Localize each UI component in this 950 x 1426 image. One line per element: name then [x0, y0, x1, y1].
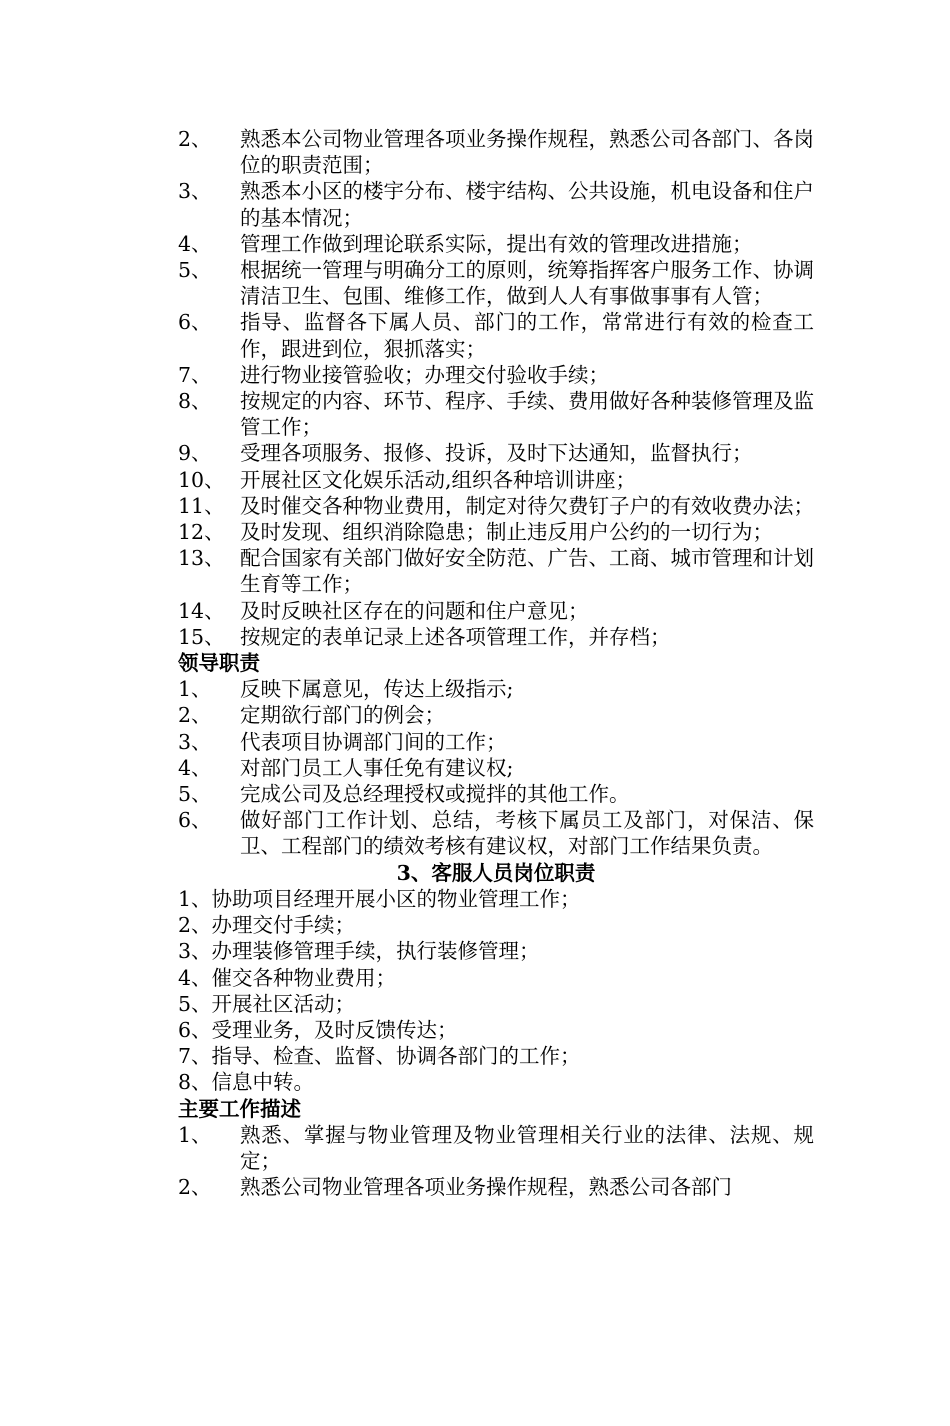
- item-text: 定期欲行部门的例会；: [240, 703, 445, 728]
- item-text: 指导、监督各下属人员、部门的工作，常常进行有效的检查工作，跟进到位，狠抓落实；: [240, 310, 814, 361]
- list-item: [178, 702, 814, 728]
- item-number: 14、: [178, 598, 225, 623]
- list-line: 6、受理业务，及时反馈传达；: [178, 1017, 458, 1042]
- list-line: 7、指导、检查、监督、协调各部门的工作；: [178, 1044, 581, 1069]
- item-number: 3、: [178, 179, 212, 204]
- list-item: [178, 755, 814, 781]
- item-text: 管理工作做到理论联系实际，提出有效的管理改进措施；: [240, 231, 753, 256]
- list-item: [178, 126, 814, 178]
- item-text: 开展社区文化娱乐活动,组织各种培训讲座；: [240, 467, 637, 492]
- item-text: 进行物业接管验收；办理交付验收手续；: [240, 362, 609, 387]
- list-item: [178, 519, 814, 545]
- section-heading-leadership: 领导职责: [178, 651, 260, 676]
- item-number: 1、: [178, 677, 212, 702]
- item-text: 按规定的表单记录上述各项管理工作，并存档；: [240, 624, 671, 649]
- list-item: [178, 1122, 814, 1174]
- item-number: 8、: [178, 389, 212, 414]
- item-text: 熟悉本小区的楼宇分布、楼宇结构、公共设施，机电设备和住户的基本情况；: [240, 179, 814, 230]
- document-page: [178, 126, 814, 1200]
- list-item: [178, 440, 814, 466]
- duty-list-continued: [178, 126, 814, 650]
- item-number: 6、: [178, 310, 212, 335]
- item-number: 2、: [178, 127, 212, 151]
- list-line: 1、协助项目经理开展小区的物业管理工作；: [178, 886, 581, 911]
- item-number: 1、: [178, 1122, 212, 1147]
- item-text: 对部门员工人事任免有建议权;: [240, 755, 514, 780]
- list-item: [178, 781, 814, 807]
- item-text: 做好部门工作计划、总结，考核下属员工及部门，对保洁、保卫、工程部门的绩效考核有建议权，对部门工作结果负责。: [240, 808, 814, 859]
- item-number: 15、: [178, 624, 225, 649]
- list-item: [178, 231, 814, 257]
- item-number: 4、: [178, 755, 212, 780]
- item-text: 及时反映社区存在的问题和住户意见；: [240, 598, 589, 623]
- leadership-duty-list: [178, 676, 814, 859]
- item-text: 熟悉本公司物业管理各项业务操作规程，熟悉公司各部门、各岗位的职责范围；: [240, 127, 814, 178]
- list-item: [178, 309, 814, 361]
- section-heading-main-work: 主要工作描述: [178, 1096, 301, 1121]
- item-number: 4、: [178, 231, 212, 256]
- list-line: 4、催交各种物业费用；: [178, 965, 397, 990]
- item-number: 5、: [178, 258, 212, 283]
- item-number: 10、: [178, 467, 225, 492]
- item-number: 13、: [178, 546, 225, 571]
- list-line: 3、办理装修管理手续，执行装修管理；: [178, 939, 540, 964]
- item-number: 2、: [178, 1175, 212, 1200]
- list-item: [178, 598, 814, 624]
- list-item: [178, 467, 814, 493]
- list-item: [178, 362, 814, 388]
- list-item: [178, 676, 814, 702]
- list-item: [178, 729, 814, 755]
- item-number: 2、: [178, 703, 212, 728]
- item-number: 12、: [178, 520, 225, 545]
- list-item: [178, 545, 814, 597]
- item-text: 代表项目协调部门间的工作；: [240, 729, 507, 754]
- item-text: 完成公司及总经理授权或搅拌的其他工作。: [240, 782, 630, 807]
- list-line: 2、办理交付手续；: [178, 913, 356, 938]
- item-text: 根据统一管理与明确分工的原则，统筹指挥客户服务工作、协调清洁卫生、包围、维修工作，做到人人有事做事事有人管；: [240, 258, 814, 309]
- item-text: 及时发现、组织消除隐患；制止违反用户公约的一切行为；: [240, 520, 773, 545]
- customer-service-duty-list: [178, 886, 814, 1096]
- item-text: 及时催交各种物业费用，制定对待欠费钉子户的有效收费办法；: [240, 493, 814, 518]
- item-number: 9、: [178, 441, 212, 466]
- list-item: [178, 493, 814, 519]
- list-item: [178, 257, 814, 309]
- list-line: 5、开展社区活动；: [178, 991, 356, 1016]
- item-number: 3、: [178, 729, 212, 754]
- list-item: [178, 624, 814, 650]
- list-item: [178, 388, 814, 440]
- section-title-customer-service: 3、客服人员岗位职责: [396, 860, 596, 885]
- list-item: [178, 178, 814, 230]
- list-item: [178, 807, 814, 859]
- list-item: [178, 1174, 814, 1200]
- item-number: 11、: [178, 493, 225, 518]
- item-number: 6、: [178, 808, 212, 833]
- item-text: 反映下属意见，传达上级指示;: [240, 677, 514, 702]
- item-number: 7、: [178, 362, 212, 387]
- item-text: 按规定的内容、环节、程序、手续、费用做好各种装修管理及监管工作；: [240, 389, 814, 440]
- item-text: 受理各项服务、报修、投诉，及时下达通知，监督执行；: [240, 441, 753, 466]
- list-line: 8、信息中转。: [178, 1070, 315, 1095]
- item-text: 熟悉、掌握与物业管理及物业管理相关行业的法律、法规、规定；: [240, 1122, 814, 1173]
- main-work-list: [178, 1122, 814, 1201]
- item-text: 配合国家有关部门做好安全防范、广告、工商、城市管理和计划生育等工作；: [240, 546, 814, 597]
- item-number: 5、: [178, 782, 212, 807]
- item-text: 熟悉公司物业管理各项业务操作规程，熟悉公司各部门: [240, 1175, 732, 1200]
